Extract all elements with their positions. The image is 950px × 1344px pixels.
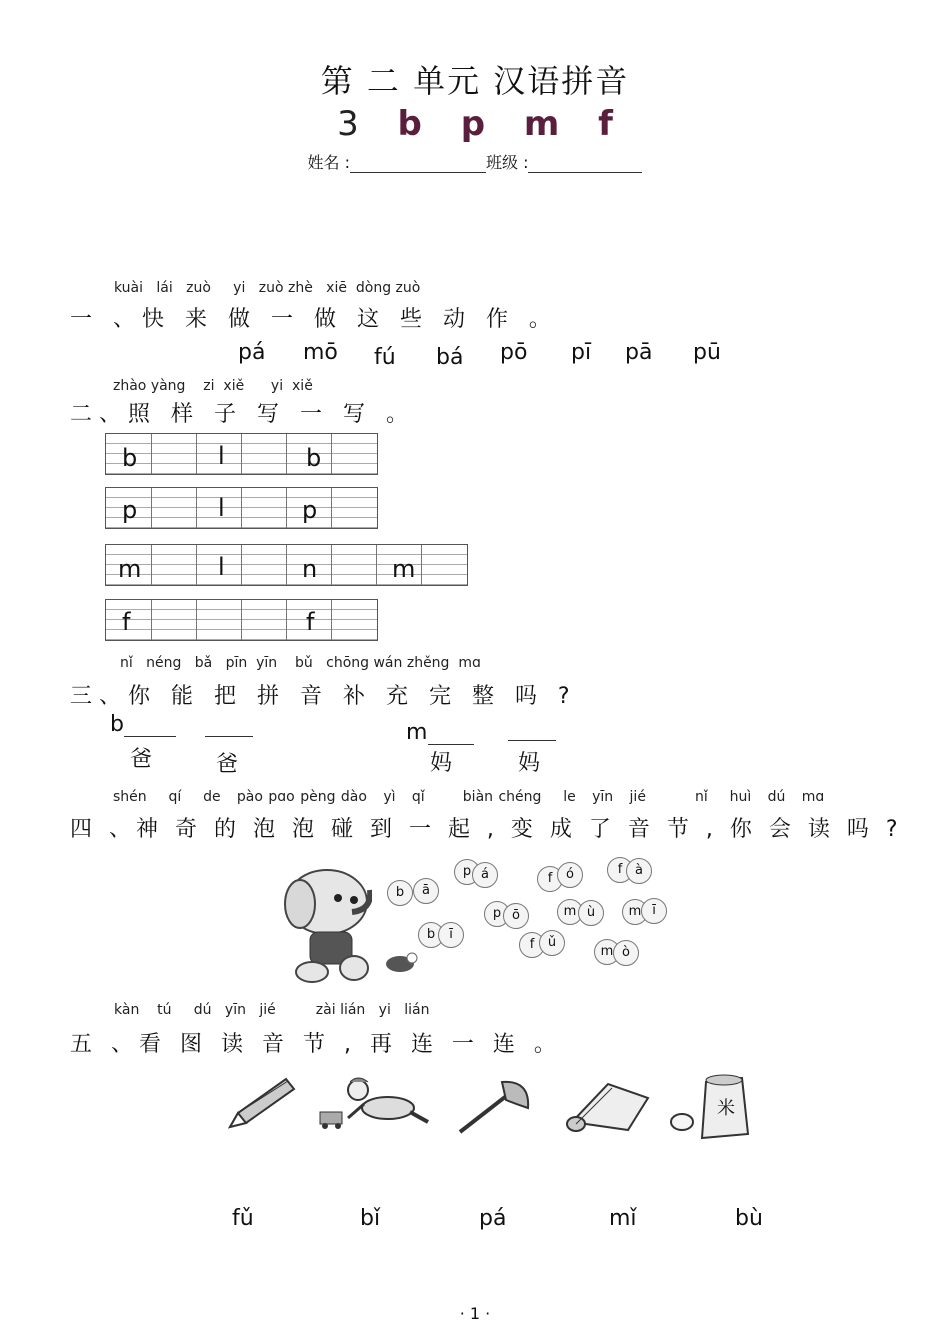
s3-pinyin xyxy=(120,655,481,671)
word: pō xyxy=(500,340,528,365)
pencil-picture xyxy=(226,1075,298,1131)
py: le xyxy=(563,789,576,805)
s1-pinyin xyxy=(114,280,420,296)
char-ba: 爸 xyxy=(216,752,239,777)
fill-b-prefix: b xyxy=(110,712,124,737)
rice-bag-picture xyxy=(666,1072,752,1142)
py: zuò xyxy=(258,280,284,296)
py: yi xyxy=(233,280,246,296)
py: yì xyxy=(383,789,396,805)
py: huì xyxy=(729,789,752,805)
word: pá xyxy=(238,340,266,365)
py: xiē xyxy=(326,280,347,296)
fill-blank[interactable] xyxy=(508,718,556,741)
bubble-fu: ǔ xyxy=(539,930,565,956)
word: mō xyxy=(303,340,338,365)
crawling-child-picture xyxy=(314,1074,436,1134)
grid-letter: f xyxy=(306,608,315,636)
lesson-subtitle xyxy=(0,104,950,144)
bubble-mo: m xyxy=(594,939,620,965)
elephant-illustration xyxy=(282,852,372,987)
char-ma: 妈 xyxy=(430,751,453,776)
answer-syllable: fǔ xyxy=(232,1206,254,1231)
py: wán xyxy=(373,655,403,671)
py: bǎ xyxy=(194,655,213,671)
writing-grid-b xyxy=(105,433,378,475)
py: néng xyxy=(146,655,182,671)
py: dào xyxy=(340,789,367,805)
grid-letter: m xyxy=(392,555,416,583)
bubble-bi: ī xyxy=(438,922,464,948)
word: bá xyxy=(436,345,464,370)
py: lián xyxy=(340,1002,366,1018)
grid-letter: p xyxy=(302,496,318,524)
py: xiě xyxy=(292,378,313,394)
py: bǔ xyxy=(295,655,313,671)
grid-letter: p xyxy=(122,496,138,524)
letter-p: p xyxy=(460,104,486,144)
grid-letter: l xyxy=(218,494,225,522)
py: shén xyxy=(113,789,147,805)
py: qí xyxy=(168,789,182,805)
answer-syllable: bù xyxy=(735,1206,763,1231)
bubble-mo: ò xyxy=(613,940,639,966)
bubble-ba: ā xyxy=(413,878,439,904)
py: pīn xyxy=(225,655,248,671)
bubble-mi: m xyxy=(622,899,648,925)
class-field[interactable] xyxy=(528,172,642,173)
writing-grid-p xyxy=(105,487,378,529)
word: fú xyxy=(374,345,396,370)
bubble-po: p xyxy=(484,901,510,927)
py: mɑ xyxy=(801,789,825,805)
py: nǐ xyxy=(695,789,708,805)
bubble-fu: f xyxy=(519,932,545,958)
bubble-mu: ù xyxy=(578,900,604,926)
fill-blank[interactable] xyxy=(428,722,474,745)
fill-blank[interactable] xyxy=(124,714,176,737)
letter-f: f xyxy=(598,104,613,144)
py: zhěng xyxy=(406,655,450,671)
answer-syllable: pá xyxy=(479,1206,507,1231)
bubble-pa: p xyxy=(454,859,480,885)
grid-letter: m xyxy=(118,555,142,583)
s2-heading: 二、照 样 子 写 一 写 。 xyxy=(70,402,415,427)
py: dú xyxy=(193,1002,212,1018)
bubble-po: ō xyxy=(503,903,529,929)
name-field[interactable] xyxy=(350,172,486,173)
py: chéng xyxy=(498,789,542,805)
py: pào xyxy=(236,789,263,805)
s4-heading: 四 、神 奇 的 泡 泡 碰 到 一 起 , 变 成 了 音 节 , 你 会 读 吗 ? xyxy=(70,817,903,842)
s3-heading: 三、你 能 把 拼 音 补 充 完 整 吗 ? xyxy=(70,684,577,709)
grid-letter: b xyxy=(306,444,322,472)
py: lái xyxy=(156,280,173,296)
char-ma: 妈 xyxy=(518,751,541,776)
s1-heading: 一 、快 来 做 一 做 这 些 动 作 。 xyxy=(70,307,558,332)
grid-letter: l xyxy=(218,553,225,581)
py: yīn xyxy=(256,655,278,671)
name-label: 姓名 : xyxy=(307,153,350,172)
grid-letter: l xyxy=(218,442,225,470)
bubble-pipe-icon xyxy=(384,950,420,976)
py: dòng xyxy=(355,280,392,296)
bubble-bi: b xyxy=(418,922,444,948)
name-class-row xyxy=(0,150,950,173)
fill-blank[interactable] xyxy=(205,714,253,737)
py: jié xyxy=(629,789,646,805)
py: yīn xyxy=(592,789,614,805)
bubble-fa: f xyxy=(607,857,633,883)
grid-letter: n xyxy=(302,555,318,583)
page-title: 第 二 单元 汉语拼音 xyxy=(320,62,630,100)
py: dú xyxy=(767,789,786,805)
s2-pinyin xyxy=(113,378,313,394)
grid-letter: f xyxy=(122,608,131,636)
letter-b: b xyxy=(397,104,422,144)
py: yi xyxy=(270,378,284,394)
py: zhè xyxy=(287,280,313,296)
writing-grid-f xyxy=(105,599,378,641)
word: pū xyxy=(693,340,721,365)
word: pī xyxy=(571,340,592,365)
bubble-fo: ó xyxy=(557,862,583,888)
py: biàn xyxy=(462,789,494,805)
py: yīn xyxy=(224,1002,246,1018)
answer-syllable: bǐ xyxy=(360,1206,381,1231)
py: zuò xyxy=(186,280,211,296)
char-ba: 爸 xyxy=(130,747,153,772)
py: lián xyxy=(404,1002,430,1018)
py: pɑo xyxy=(268,789,295,805)
py: yi xyxy=(378,1002,391,1018)
py: nǐ xyxy=(120,655,133,671)
rice-char: 米 xyxy=(717,1098,735,1119)
writing-grid-m xyxy=(105,544,468,586)
bubble-fa: à xyxy=(626,858,652,884)
word: pā xyxy=(625,340,653,365)
py: de xyxy=(203,789,221,805)
py: mɑ xyxy=(458,655,481,671)
bubble-mi: ī xyxy=(641,898,667,924)
bubble-mu: m xyxy=(557,899,583,925)
py: zuò xyxy=(395,280,421,296)
py: chōng xyxy=(326,655,370,671)
bubble-fo: f xyxy=(537,866,563,892)
py: zài xyxy=(315,1002,336,1018)
s5-pinyin xyxy=(114,1002,429,1018)
py: zi xyxy=(203,378,215,394)
py: xiě xyxy=(223,378,245,394)
py: zhào yàng xyxy=(113,378,186,394)
py: tú xyxy=(157,1002,172,1018)
page-number: · 1 · xyxy=(459,1304,491,1323)
s5-heading: 五 、看 图 读 音 节 , 再 连 一 连 。 xyxy=(70,1032,562,1057)
py: pèng xyxy=(300,789,336,805)
py: kàn xyxy=(114,1002,140,1018)
answer-syllable: mǐ xyxy=(609,1206,637,1231)
class-label: 班级 : xyxy=(486,153,529,172)
fill-m-prefix: m xyxy=(406,720,428,745)
py: kuài xyxy=(114,280,144,296)
grid-letter: b xyxy=(122,444,138,472)
axe-picture xyxy=(456,1078,532,1134)
lesson-number: 3 xyxy=(337,104,359,144)
py: qǐ xyxy=(411,789,425,805)
letter-m: m xyxy=(523,104,560,144)
bubble-ba: b xyxy=(387,880,413,906)
bubble-pa: á xyxy=(472,862,498,888)
py: jié xyxy=(259,1002,276,1018)
cloth-roll-picture xyxy=(562,1078,652,1136)
s4-pinyin xyxy=(113,789,824,805)
